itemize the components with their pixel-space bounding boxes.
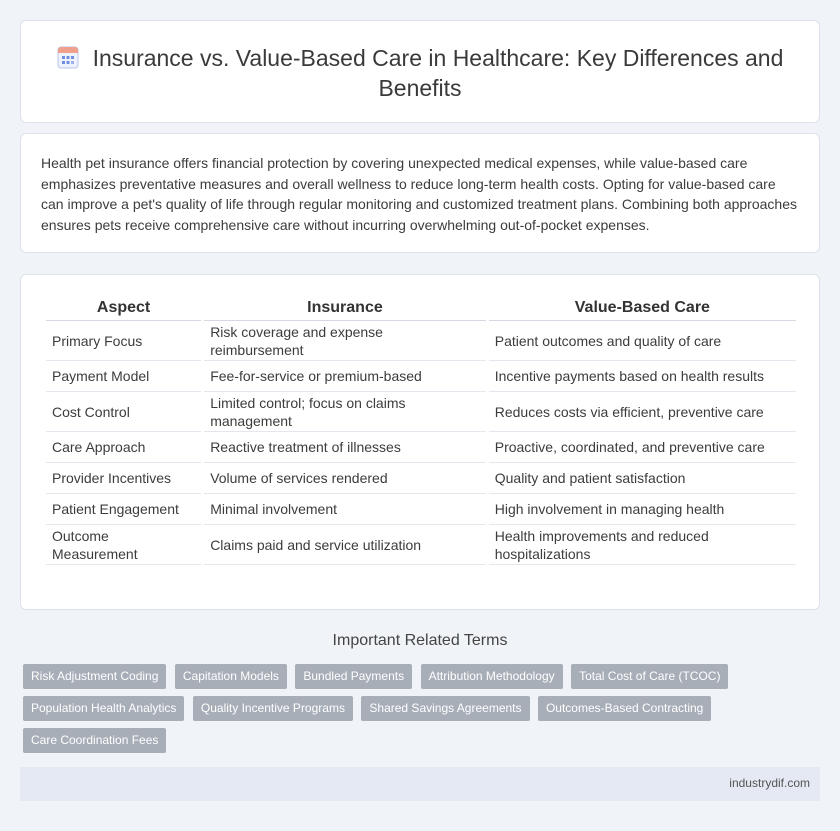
cell-value-based-care: Quality and patient satisfaction — [489, 463, 796, 494]
comparison-table — [43, 296, 799, 565]
cell-aspect: Provider Incentives — [46, 463, 201, 494]
header-value-based-care: Value-Based Care — [489, 296, 796, 321]
cell-aspect: Outcome Measurement — [46, 525, 201, 565]
cell-insurance: Risk coverage and expense reimbursement — [204, 321, 486, 361]
cell-insurance: Fee-for-service or premium-based — [204, 361, 486, 392]
cell-value-based-care: Health improvements and reduced hospitalizations — [489, 525, 796, 565]
page-title: Insurance vs. Value-Based Care in Healthcare: Key Differences and Benefits — [92, 45, 784, 101]
cell-value-based-care: High involvement in managing health — [489, 494, 796, 525]
cell-aspect: Patient Engagement — [46, 494, 201, 525]
cell-aspect: Primary Focus — [46, 321, 201, 361]
tag-quality-incentive-programs[interactable]: Quality Incentive Programs — [193, 696, 353, 721]
tag-population-health-analytics[interactable]: Population Health Analytics — [23, 696, 184, 721]
intro-card — [20, 133, 820, 253]
cell-value-based-care: Reduces costs via efficient, preventive care — [489, 392, 796, 432]
table-row — [46, 463, 796, 494]
cell-insurance: Reactive treatment of illnesses — [204, 432, 486, 463]
cell-insurance: Limited control; focus on claims management — [204, 392, 486, 432]
cell-aspect: Care Approach — [46, 432, 201, 463]
cell-value-based-care: Patient outcomes and quality of care — [489, 321, 796, 361]
table-row — [46, 525, 796, 565]
tag-outcomes-based-contracting[interactable]: Outcomes-Based Contracting — [538, 696, 711, 721]
footer — [20, 767, 820, 801]
tag-attribution-methodology[interactable]: Attribution Methodology — [421, 664, 563, 689]
cell-aspect: Cost Control — [46, 392, 201, 432]
tag-care-coordination-fees[interactable]: Care Coordination Fees — [23, 728, 166, 753]
tag-shared-savings-agreements[interactable]: Shared Savings Agreements — [361, 696, 529, 721]
table-row — [46, 392, 796, 432]
related-terms-tags — [23, 664, 803, 760]
table-row — [46, 494, 796, 525]
table-row — [46, 432, 796, 463]
tag-capitation-models[interactable]: Capitation Models — [175, 664, 287, 689]
title-card — [20, 20, 820, 123]
related-terms-heading: Important Related Terms — [332, 632, 508, 649]
calendar-grid-icon — [57, 45, 79, 69]
table-row — [46, 321, 796, 361]
header-insurance: Insurance — [204, 296, 486, 321]
cell-insurance: Claims paid and service utilization — [204, 525, 486, 565]
intro-paragraph: Health pet insurance offers financial protection by covering unexpected medical expenses, while value-based care emphasizes preventative measures and overall wellness to reduce long-term health costs. Opting for value-based care can improve a pet's quality of life through regular monitoring and customized treatment plans. Combining both approaches ensures pets receive comprehensive care without incurring overwhelming out-of-pocket expenses. — [41, 155, 797, 233]
table-row — [46, 361, 796, 392]
cell-insurance: Minimal involvement — [204, 494, 486, 525]
table-header-row — [46, 296, 796, 321]
cell-value-based-care: Proactive, coordinated, and preventive care — [489, 432, 796, 463]
tag-total-cost-of-care[interactable]: Total Cost of Care (TCOC) — [571, 664, 728, 689]
tag-bundled-payments[interactable]: Bundled Payments — [295, 664, 412, 689]
footer-site[interactable]: industrydif.com — [729, 776, 810, 790]
title-wrap — [41, 43, 799, 103]
comparison-card — [20, 274, 820, 610]
header-aspect: Aspect — [46, 296, 201, 321]
cell-aspect: Payment Model — [46, 361, 201, 392]
tag-risk-adjustment-coding[interactable]: Risk Adjustment Coding — [23, 664, 166, 689]
cell-value-based-care: Incentive payments based on health results — [489, 361, 796, 392]
cell-insurance: Volume of services rendered — [204, 463, 486, 494]
